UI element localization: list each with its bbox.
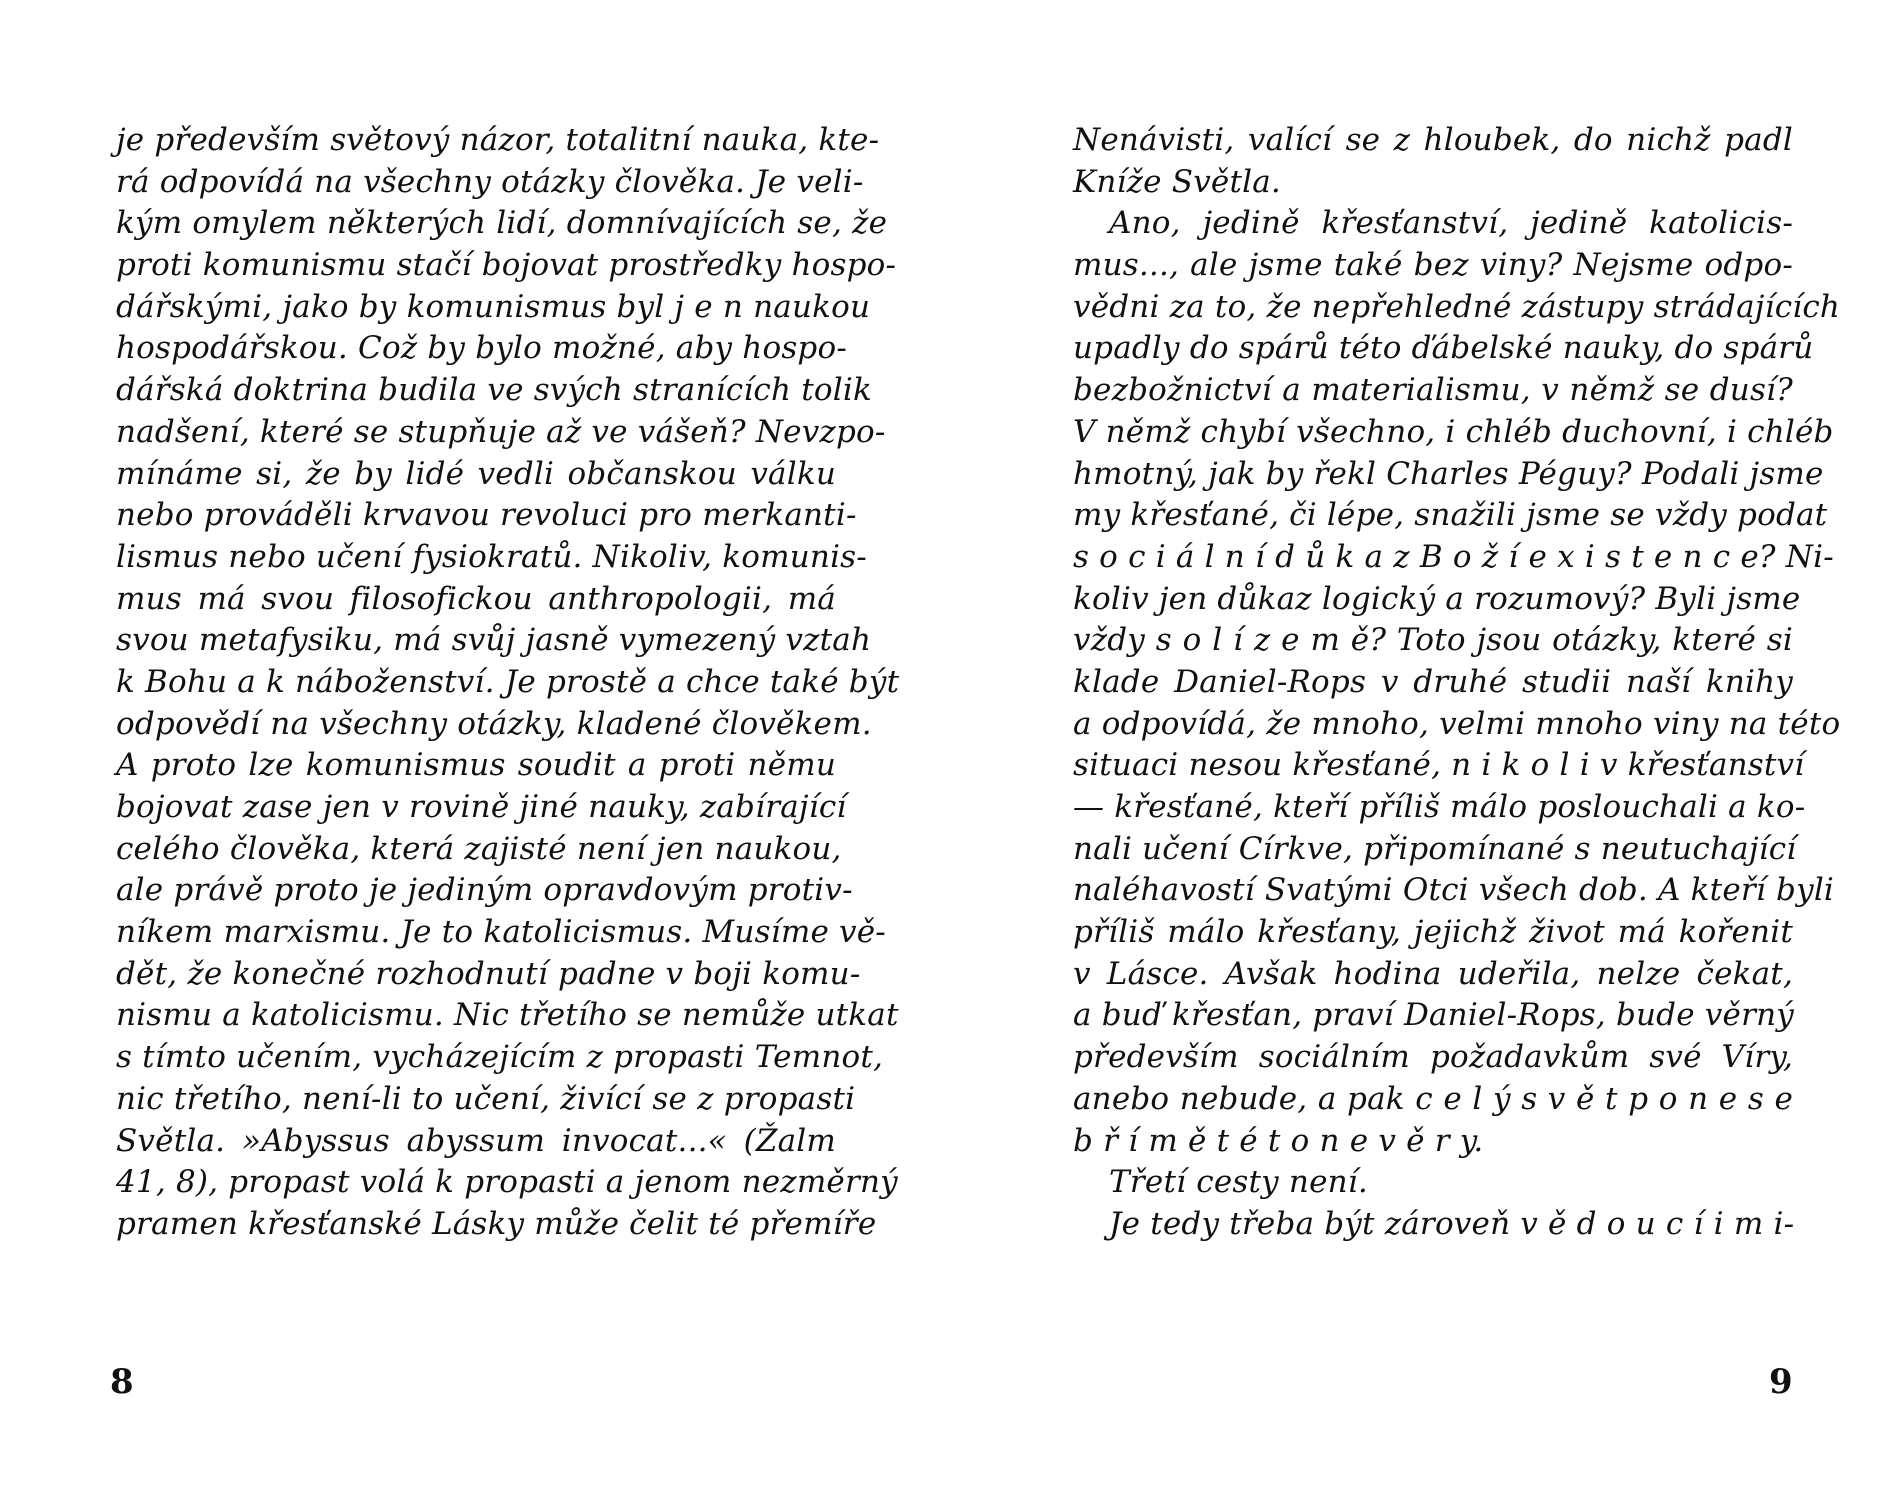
text-line: vždy s o l í z e m ě? Toto jsou otázky, které si bbox=[1073, 622, 1793, 659]
text-line: anebo nebude, a pak c e l ý s v ě t p o n e s e bbox=[1073, 1080, 1793, 1117]
text-line: kým omylem některých lidí, domnívajících se, že bbox=[116, 205, 888, 242]
page-number: 8 bbox=[110, 1362, 134, 1402]
text-line: s o c i á l n í d ů k a z B o ž í e x i s t e n c e? Ni- bbox=[1073, 538, 1834, 575]
text-line: lismus nebo učení fysiokratů. Nikoliv, komunis- bbox=[116, 538, 867, 575]
text-line: Třetí cesty není. bbox=[1109, 1164, 1368, 1201]
text-line: a buď křesťan, praví Daniel-Rops, bude věrný bbox=[1073, 997, 1794, 1034]
text-line: dářská doktrina budila ve svých stranících tolik bbox=[116, 372, 872, 409]
text-line: nadšení, které se stupňuje až ve vášeň? Nevzpo- bbox=[116, 413, 886, 450]
text-line: dářskými, jako by komunismus byl j e n naukou bbox=[116, 288, 871, 325]
text-line: mínáme si, že by lidé vedli občanskou válku bbox=[116, 455, 836, 492]
text-line: 41, 8), propast volá k propasti a jenom nezměrný bbox=[116, 1164, 898, 1201]
text-line: mus má svou filosofickou anthropologii, má bbox=[116, 580, 836, 617]
text-line: hmotný, jak by řekl Charles Péguy? Podali jsme bbox=[1073, 455, 1824, 492]
text-line: my křesťané, či lépe, snažili jsme se vždy podat bbox=[1073, 497, 1828, 534]
text-line: v Lásce. Avšak hodina udeřila, nelze čekat, bbox=[1073, 955, 1793, 992]
text-line: nic třetího, není-li to učení, živící se z propasti bbox=[116, 1080, 856, 1117]
text-line: pramen křesťanské Lásky může čelit té přemíře bbox=[116, 1205, 877, 1242]
text-line: proti komunismu stačí bojovat prostředky hospo- bbox=[116, 247, 897, 284]
text-line: ale právě proto je jediným opravdovým protiv- bbox=[116, 872, 853, 909]
text-line: a odpovídá, že mnoho, velmi mnoho viny na této bbox=[1073, 705, 1841, 742]
text-line: především sociálním požadavkům své Víry, bbox=[1073, 1039, 1793, 1076]
text-line: koliv jen důkaz logický a rozumový? Byli jsme bbox=[1073, 580, 1801, 617]
text-line: svou metafysiku, má svůj jasně vymezený vztah bbox=[116, 622, 872, 659]
text-line: nali učení Církve, připomínané s neutuchající bbox=[1073, 830, 1797, 867]
text-line: mus..., ale jsme také bez viny? Nejsme odpo- bbox=[1073, 247, 1793, 284]
text-line: odpovědí na všechny otázky, kladené člověkem. bbox=[116, 705, 872, 742]
text-line: níkem marxismu. Je to katolicismus. Musíme vě- bbox=[116, 914, 886, 951]
text-line: vědni za to, že nepřehledné zástupy strádajících bbox=[1073, 288, 1841, 325]
right-page bbox=[949, 0, 1898, 1500]
text-line: Je tedy třeba být zároveň v ě d o u c í i m i- bbox=[1109, 1205, 1795, 1242]
text-line: bezbožnictví a materialismu, v němž se dusí? bbox=[1073, 372, 1793, 409]
left-page-text bbox=[116, 120, 900, 1246]
text-line: — křesťané, kteří příliš málo poslouchali a ko- bbox=[1073, 789, 1806, 825]
text-line: b ř í m ě t é t o n e v ě r y. bbox=[1073, 1122, 1484, 1159]
text-line: naléhavostí Svatými Otci všech dob. A kteří byli bbox=[1073, 872, 1835, 909]
text-line: bojovat zase jen v rovině jiné nauky, zabírající bbox=[116, 789, 847, 825]
text-line: Světla. »Abyssus abyssum invocat...« (Žalm bbox=[116, 1122, 836, 1159]
text-line: s tímto učením, vycházejícím z propasti Temnot, bbox=[116, 1039, 884, 1076]
text-line: nebo prováděli krvavou revoluci pro merkanti- bbox=[116, 497, 857, 534]
text-line: hospodářskou. Což by bylo možné, aby hospo- bbox=[116, 330, 848, 367]
text-line: Ano, jedině křesťanství, jedině katolicis- bbox=[1109, 205, 1793, 242]
text-line: rá odpovídá na všechny otázky člověka. Je veli- bbox=[116, 163, 864, 200]
text-line: klade Daniel-Rops v druhé studii naší knihy bbox=[1073, 663, 1793, 700]
text-line: k Bohu a k náboženství. Je prostě a chce také být bbox=[116, 663, 900, 700]
text-line: upadly do spárů této ďábelské nauky, do spárů bbox=[1073, 330, 1814, 367]
text-line: nismu a katolicismu. Nic třetího se nemůže utkat bbox=[116, 997, 899, 1034]
text-line: příliš málo křesťany, jejichž život má kořenit bbox=[1073, 914, 1793, 951]
text-line: dět, že konečné rozhodnutí padne v boji komu- bbox=[116, 955, 861, 992]
text-line: Nenávisti, valící se z hloubek, do nichž padl bbox=[1073, 122, 1793, 158]
text-line: V němž chybí všechno, i chléb duchovní, i chléb bbox=[1073, 413, 1834, 450]
text-line: situaci nesou křesťané, n i k o l i v křesťanství bbox=[1073, 747, 1805, 784]
text-line: Kníže Světla. bbox=[1073, 163, 1281, 200]
text-line: je především světový názor, totalitní nauka, kte- bbox=[116, 122, 880, 158]
text-line: celého člověka, která zajisté není jen naukou, bbox=[116, 830, 842, 867]
text-line: A proto lze komunismus soudit a proti němu bbox=[116, 747, 836, 784]
page-number: 9 bbox=[1769, 1362, 1793, 1402]
right-page-text bbox=[1073, 120, 1841, 1246]
